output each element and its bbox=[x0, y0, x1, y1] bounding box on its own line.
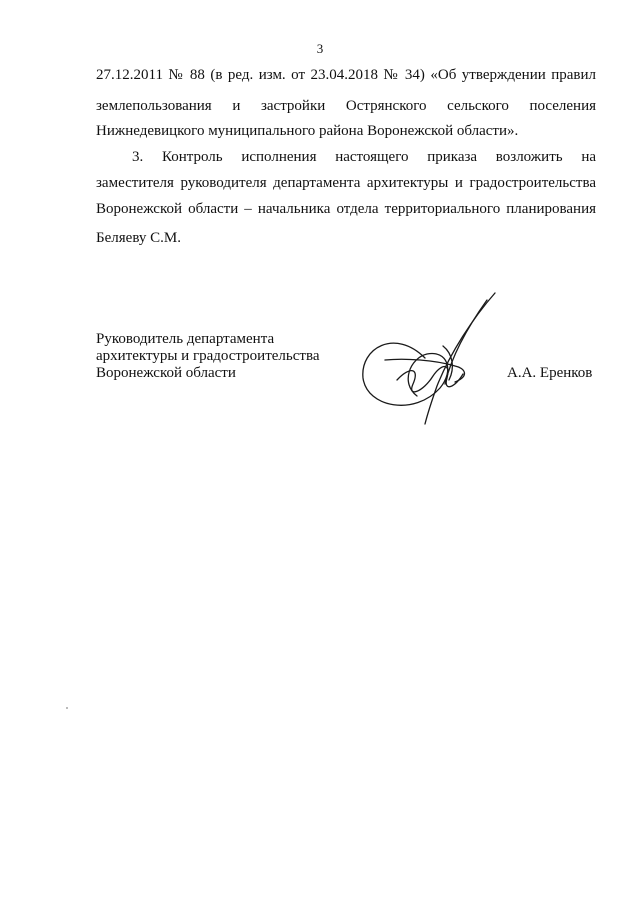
paragraph-1-line-2: землепользования и застройки Острянского сельского поселения bbox=[96, 98, 596, 114]
paragraph-1-line-3: Нижнедевицкого муниципального района Воронежской области». bbox=[96, 123, 519, 139]
paragraph-2-line-4: Беляеву С.М. bbox=[96, 230, 181, 246]
signatory-position bbox=[96, 331, 319, 382]
paragraph-1-line-1: 27.12.2011 № 88 (в ред. изм. от 23.04.2018 № 34) «Об утверждении правил bbox=[96, 67, 596, 83]
signature-stroke-letters bbox=[397, 367, 463, 392]
paragraph-2-line-1: 3. Контроль исполнения настоящего приказа возложить на bbox=[132, 149, 596, 165]
signer-name: А.А. Еренков bbox=[507, 365, 593, 381]
signature-stroke-tail bbox=[425, 293, 495, 424]
scan-artifact bbox=[66, 707, 68, 709]
paragraph-2-line-2: заместителя руководителя департамента архитектуры и градостроительства bbox=[96, 175, 596, 191]
handwritten-signature bbox=[355, 288, 515, 428]
paragraph-2-line-3: Воронежской области – начальника отдела территориального планирования bbox=[96, 201, 596, 217]
page-number: 3 bbox=[316, 41, 324, 56]
signature-strokes bbox=[363, 293, 495, 424]
signatory-position-line-1: Руководитель департамента bbox=[96, 331, 275, 347]
signatory-position-line-3: Воронежской области bbox=[96, 365, 236, 381]
signatory-position-line-2: архитектуры и градостроительства bbox=[96, 348, 320, 364]
